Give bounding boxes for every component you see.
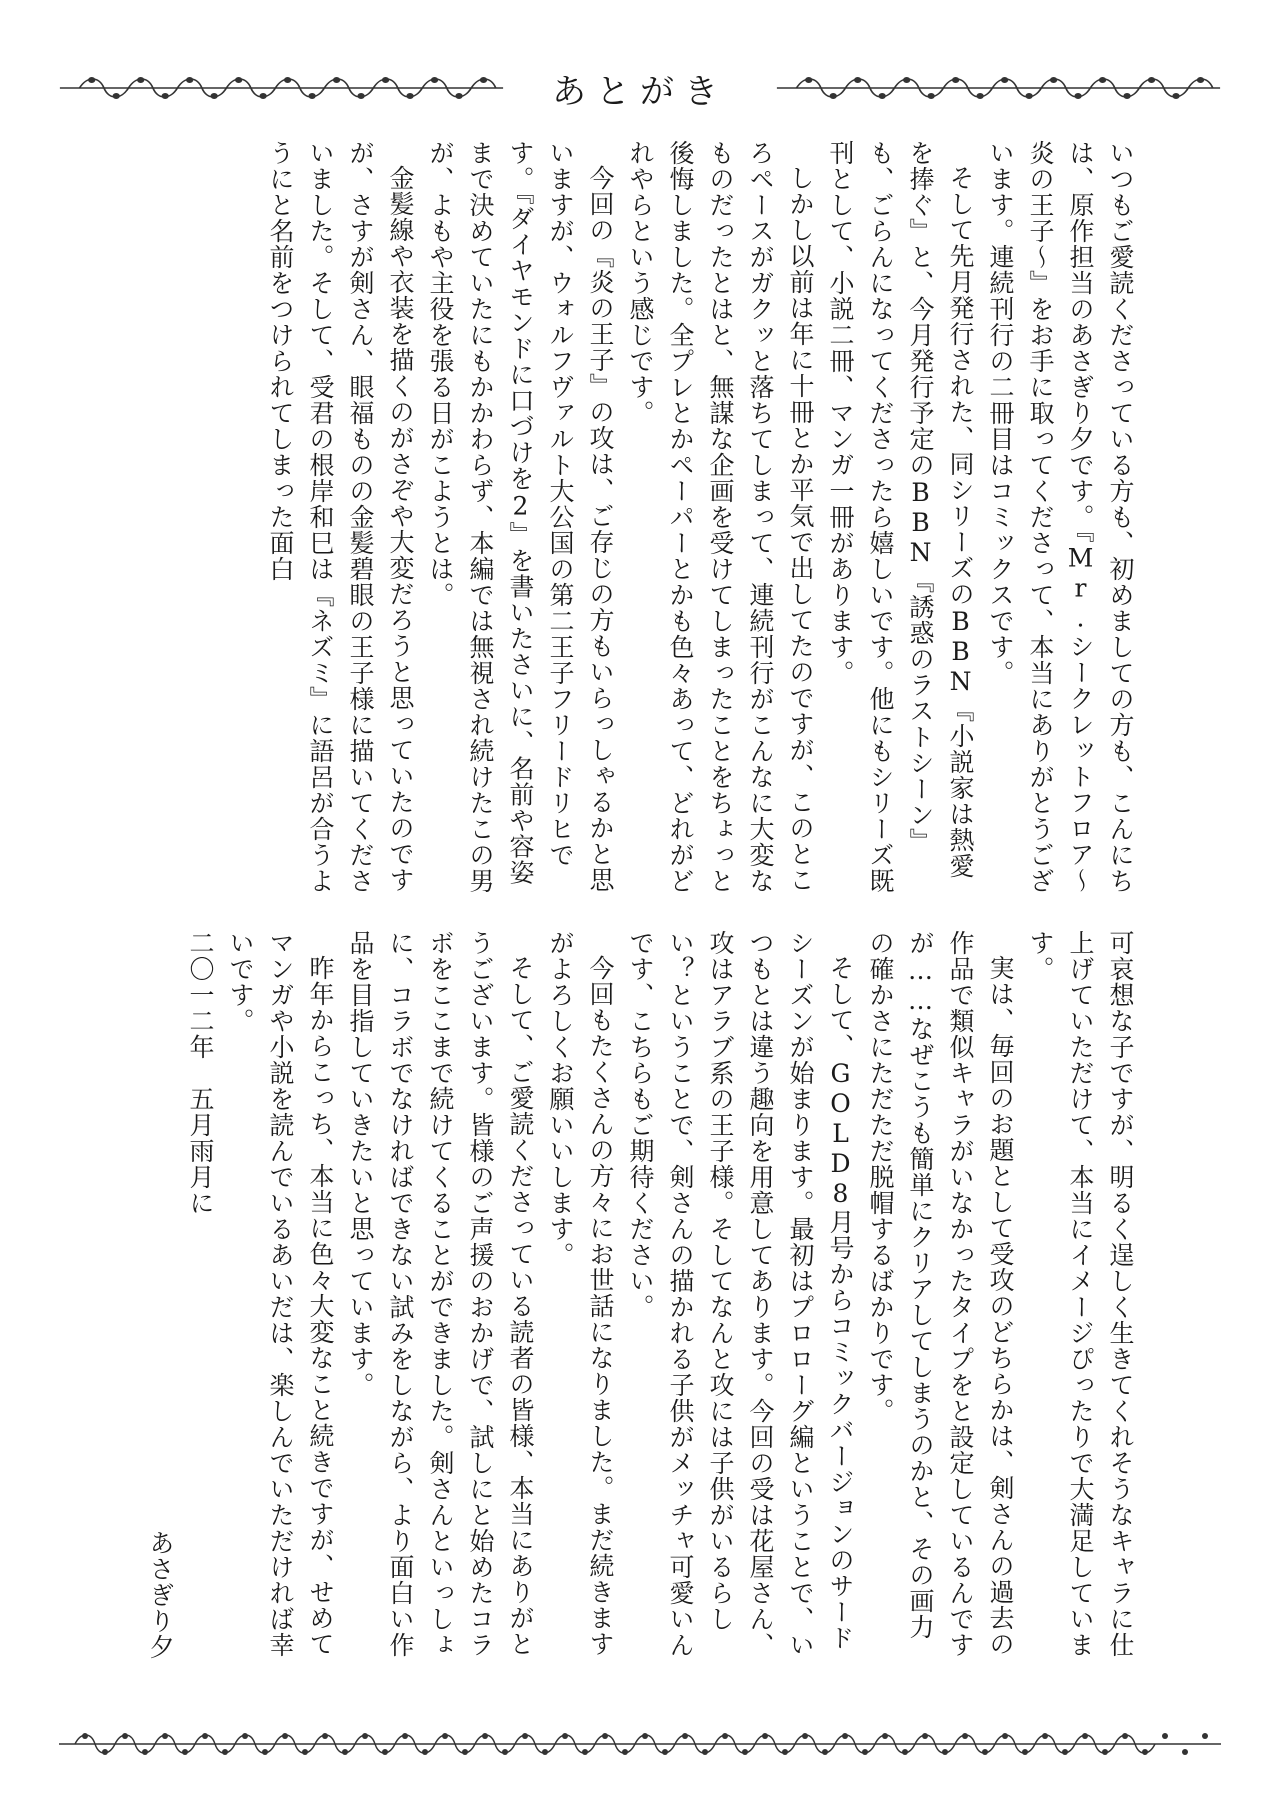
signature-date: 二〇一二年 五月雨月に bbox=[186, 930, 215, 1216]
paragraph: 可哀想な子ですが、明るく逞しく生きてくれそうなキャラに仕上げていただけて、本当にイメージぴったりで大満足しています。 bbox=[1026, 930, 1135, 1658]
paragraph: 実は、毎回のお題として受攻のどちらかは、剣さんの過去の作品で類似キャラがいなかったタイプをと設定しているんですが……なぜこうも簡単にクリアしてしまうのかと、その画力の確かさにただただ脱帽するばかりです。 bbox=[866, 930, 1015, 1658]
paragraph: 今回もたくさんの方々にお世話になりました。まだ続きますがよろしくお願いいします。 bbox=[546, 930, 615, 1657]
paragraph: いつもご愛読くださっている方も、初めましての方も、こんにちは、原作担当のあさぎり夕です。『Mr.シークレットフロア〜炎の王子〜』をお手に取ってくださって、本当にありがとうございます。連続刊行の二冊目はコミックスです。 bbox=[986, 140, 1135, 894]
paragraph: 昨年からこっち、本当に色々大変なこと続きですが、せめてマンガや小説を読んでいるあいだは、楽しんでいただければ幸いです。 bbox=[226, 930, 335, 1658]
paragraph: そして先月発行された、同シリーズのBBN『小説家は熱愛を捧ぐ』と、今月発行予定のBBN『誘惑のラストシーン』も、ごらんになってくださったら嬉しいです。他にもシリーズ既刊として、小説二冊、マンガ一冊があります。 bbox=[826, 140, 975, 894]
title-row bbox=[55, 58, 1225, 118]
paragraph: 今回の『炎の王子』の攻は、ご存じの方もいらっしゃるかと思いますが、ウォルフヴァルト大公国の第二王子フリードリヒです。『ダイヤモンドに口づけを2』を書いたさいに、名前や容姿まで決めていたにもかかわらず、本編では無視され続けたこの男が、よもや主役を張る日がこようとは。 bbox=[426, 140, 615, 894]
paragraph: しかし以前は年に十冊とか平気で出してたのですが、このところペースがガクッと落ちてしまって、連続刊行がこんなに大変なものだったとはと、無謀な企画を受けてしまったことをちょっと後悔しました。全プレとかペーパーとかも色々あって、どれがどれやらという感じです。 bbox=[626, 140, 815, 894]
paragraph: そして、ご愛読くださっている読者の皆様、本当にありがとうございます。皆様のご声援のおかげで、試しにと始めたコラボをここまで続けてくることができました。剣さんといっしょに、コラボでなければできない試みをしながら、より面白い作品を目指していきたいと思っています。 bbox=[346, 930, 535, 1658]
page-title: あとがき bbox=[552, 71, 728, 112]
afterword-text-top bbox=[140, 140, 1140, 900]
paragraph: そして、GOLD8月号からコミックバージョンのサードシーズンが始まります。最初はプロローグ編ということで、いつもとは違う趣向を用意してあります。今回の受は花屋さん、攻はアラブ系の王子様。そしてなんと攻には子供がいるらしい？ということで、剣さんの描かれる子供がメッチャ可愛いんです、こちらもご期待ください。 bbox=[626, 930, 855, 1658]
signature-author: あさぎり夕 bbox=[146, 1530, 175, 1660]
floral-vine-right-icon bbox=[772, 72, 1225, 104]
floral-vine-bottom-icon bbox=[55, 1728, 1225, 1760]
floral-vine-left-icon bbox=[55, 72, 508, 104]
afterword-text-bottom bbox=[140, 930, 1140, 1660]
paragraph: 金髪線や衣装を描くのがさぞや大変だろうと思っていたのですが、さすが剣さん、眼福ものの金髪碧眼の王子様に描いてくださいました。そして、受君の根岸和巳は『ネズミ』に語呂が合うようにと名前をつけられてしまった面白 bbox=[266, 140, 415, 894]
